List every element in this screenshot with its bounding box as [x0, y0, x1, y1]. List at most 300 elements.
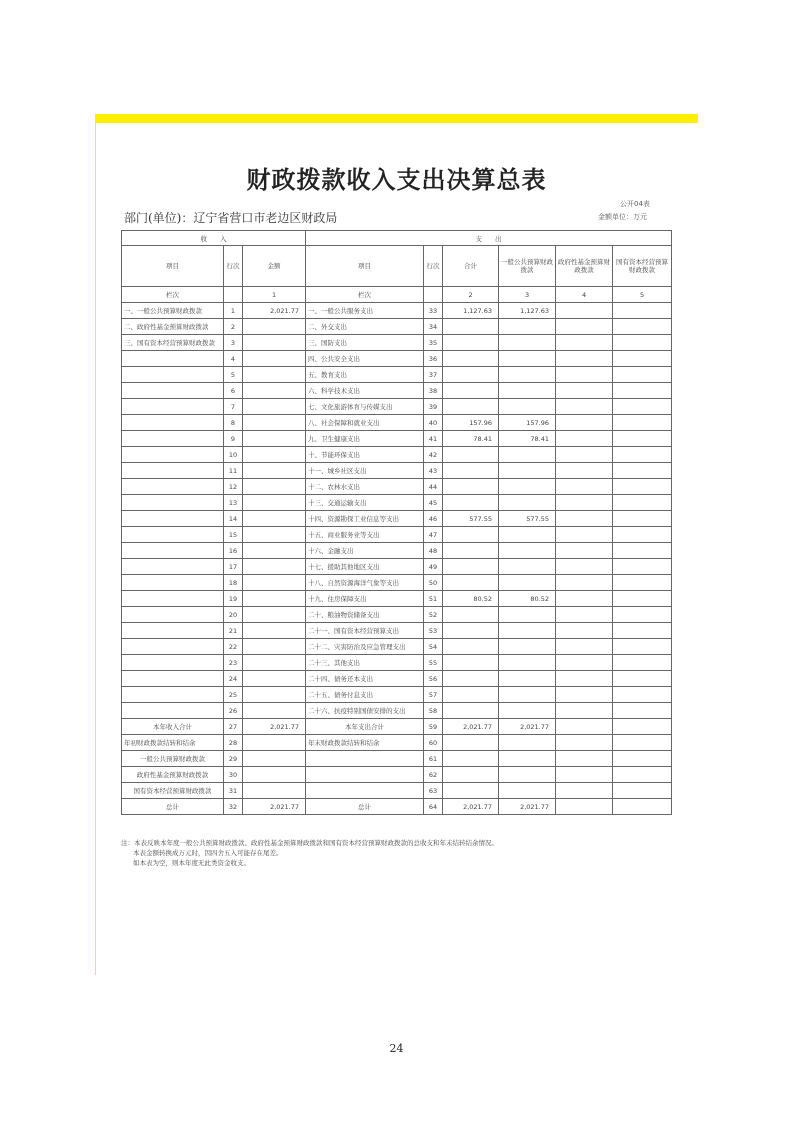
- table-row: [122, 719, 672, 735]
- expense-rowno-cell: 38: [424, 383, 443, 399]
- general-budget-cell: 2,021.77: [499, 799, 556, 815]
- table-row: [122, 575, 672, 591]
- table-row: [122, 367, 672, 383]
- expense-rowno-cell: 62: [424, 767, 443, 783]
- table-row: [122, 431, 672, 447]
- state-capital-cell: [613, 607, 672, 623]
- income-rowno-cell: 21: [224, 623, 243, 639]
- state-capital-cell: [613, 351, 672, 367]
- income-rowno-cell: 19: [224, 591, 243, 607]
- total-cell: [443, 703, 499, 719]
- expense-item-cell: 四、公共安全支出: [306, 351, 424, 367]
- col-label-left: 栏次: [122, 287, 224, 303]
- gov-fund-cell: [556, 767, 613, 783]
- expense-rowno-cell: 50: [424, 575, 443, 591]
- gov-fund-cell: [556, 719, 613, 735]
- income-rowno-cell: 31: [224, 783, 243, 799]
- state-capital-cell: [613, 623, 672, 639]
- state-capital-cell: [613, 511, 672, 527]
- gov-fund-cell: [556, 687, 613, 703]
- budget-table-wrapper: [121, 230, 671, 815]
- expense-item-cell: [306, 767, 424, 783]
- total-cell: [443, 543, 499, 559]
- gov-fund-cell: [556, 751, 613, 767]
- table-row: [122, 447, 672, 463]
- state-capital-cell: [613, 415, 672, 431]
- form-code: 公开04表: [620, 200, 650, 208]
- income-rowno-cell: 18: [224, 575, 243, 591]
- income-rowno-cell: 8: [224, 415, 243, 431]
- income-rowno-cell: 11: [224, 463, 243, 479]
- income-rowno-cell: 22: [224, 639, 243, 655]
- expense-item-cell: 二十五、债务付息支出: [306, 687, 424, 703]
- gov-fund-cell: [556, 463, 613, 479]
- state-capital-cell: [613, 671, 672, 687]
- gov-fund-cell: [556, 367, 613, 383]
- income-item-cell: 总计: [122, 799, 224, 815]
- table-row: [122, 335, 672, 351]
- gov-fund-cell: [556, 543, 613, 559]
- state-capital-cell: [613, 383, 672, 399]
- gov-fund-cell: [556, 383, 613, 399]
- total-cell: 78.41: [443, 431, 499, 447]
- income-amount-cell: [243, 655, 306, 671]
- state-capital-cell: [613, 639, 672, 655]
- amount-unit: 金额单位：万元: [598, 213, 647, 221]
- table-row: [122, 383, 672, 399]
- table-row: [122, 799, 672, 815]
- table-row: [122, 751, 672, 767]
- general-budget-cell: [499, 623, 556, 639]
- total-header: 合计: [443, 246, 499, 287]
- expense-rowno-cell: 60: [424, 735, 443, 751]
- income-item-cell: [122, 655, 224, 671]
- table-row: [122, 783, 672, 799]
- income-amount-cell: [243, 671, 306, 687]
- note-line: 注：本表反映本年度一般公共预算财政拨款、政府性基金预算财政拨款和国有资本经营预算财政拨款的总收支和年末结转结余情况。: [121, 839, 498, 847]
- gov-fund-cell: [556, 335, 613, 351]
- total-cell: [443, 383, 499, 399]
- general-budget-cell: 1,127.63: [499, 303, 556, 319]
- total-cell: [443, 367, 499, 383]
- state-capital-cell: [613, 527, 672, 543]
- total-cell: [443, 463, 499, 479]
- general-budget-cell: [499, 463, 556, 479]
- state-capital-cell: [613, 399, 672, 415]
- income-amount-cell: [243, 623, 306, 639]
- expense-item-cell: 九、卫生健康支出: [306, 431, 424, 447]
- gov-fund-cell: [556, 431, 613, 447]
- state-capital-cell: [613, 655, 672, 671]
- expense-rowno-cell: 42: [424, 447, 443, 463]
- income-header: 收 入: [122, 231, 306, 246]
- income-rowno-cell: 32: [224, 799, 243, 815]
- total-cell: [443, 751, 499, 767]
- income-rowno-cell: 26: [224, 703, 243, 719]
- expense-item-cell: 十一、城乡社区支出: [306, 463, 424, 479]
- state-capital-cell: [613, 735, 672, 751]
- gov-fund-header: 政府性基金预算财政拨款: [556, 246, 613, 287]
- left-yellow-rule: [95, 123, 96, 975]
- gov-fund-cell: [556, 623, 613, 639]
- general-budget-cell: [499, 559, 556, 575]
- general-budget-cell: [499, 447, 556, 463]
- income-amount-cell: [243, 367, 306, 383]
- expense-rowno-cell: 34: [424, 319, 443, 335]
- expense-rowno-cell: 54: [424, 639, 443, 655]
- expense-item-cell: 七、文化旅游体育与传媒支出: [306, 399, 424, 415]
- total-cell: [443, 639, 499, 655]
- income-amount-cell: [243, 431, 306, 447]
- table-row: [122, 607, 672, 623]
- total-cell: [443, 399, 499, 415]
- state-capital-cell: [613, 799, 672, 815]
- general-budget-cell: 157.96: [499, 415, 556, 431]
- gov-fund-cell: [556, 799, 613, 815]
- income-item-cell: 一、一般公共预算财政拨款: [122, 303, 224, 319]
- table-row: [122, 479, 672, 495]
- income-amount-cell: [243, 495, 306, 511]
- general-budget-cell: [499, 367, 556, 383]
- income-item-cell: [122, 415, 224, 431]
- income-amount-cell: [243, 399, 306, 415]
- total-cell: [443, 767, 499, 783]
- income-amount-header: 金额: [243, 246, 306, 287]
- general-budget-header: 一般公共预算财政拨款: [499, 246, 556, 287]
- total-cell: [443, 479, 499, 495]
- income-amount-cell: [243, 591, 306, 607]
- income-item-header: 项目: [122, 246, 224, 287]
- state-capital-header: 国有资本经营预算财政拨款: [613, 246, 672, 287]
- income-amount-cell: [243, 783, 306, 799]
- general-budget-cell: 78.41: [499, 431, 556, 447]
- income-item-cell: [122, 479, 224, 495]
- income-rowno-cell: 4: [224, 351, 243, 367]
- total-cell: [443, 671, 499, 687]
- table-row: [122, 735, 672, 751]
- gov-fund-cell: [556, 671, 613, 687]
- income-item-cell: [122, 543, 224, 559]
- expense-item-cell: 二十四、债务还本支出: [306, 671, 424, 687]
- expense-rowno-cell: 55: [424, 655, 443, 671]
- expense-rowno-cell: 37: [424, 367, 443, 383]
- income-rowno-cell: 9: [224, 431, 243, 447]
- expense-rowno-cell: 47: [424, 527, 443, 543]
- income-rowno-header: 行次: [224, 246, 243, 287]
- total-cell: [443, 447, 499, 463]
- table-row: [122, 655, 672, 671]
- table-column-index-row: [122, 287, 672, 303]
- income-item-cell: 国有资本经营预算财政拨款: [122, 783, 224, 799]
- income-item-cell: [122, 463, 224, 479]
- table-row: [122, 303, 672, 319]
- gov-fund-cell: [556, 351, 613, 367]
- total-cell: [443, 351, 499, 367]
- expense-rowno-cell: 35: [424, 335, 443, 351]
- expense-item-cell: 六、科学技术支出: [306, 383, 424, 399]
- income-rowno-cell: 6: [224, 383, 243, 399]
- income-rowno-cell: 5: [224, 367, 243, 383]
- income-rowno-cell: 25: [224, 687, 243, 703]
- income-amount-cell: [243, 559, 306, 575]
- expense-rowno-cell: 36: [424, 351, 443, 367]
- department-label: 部门(单位)：辽宁省营口市老边区财政局: [124, 211, 338, 225]
- gov-fund-cell: [556, 479, 613, 495]
- general-budget-cell: [499, 319, 556, 335]
- table-header-row-1: [122, 231, 672, 246]
- general-budget-cell: [499, 655, 556, 671]
- page-title: 财政拨款收入支出决算总表: [246, 165, 547, 194]
- income-amount-cell: [243, 319, 306, 335]
- income-amount-cell: [243, 463, 306, 479]
- table-notes: [121, 838, 681, 868]
- total-cell: 577.55: [443, 511, 499, 527]
- general-budget-cell: [499, 735, 556, 751]
- expense-rowno-cell: 44: [424, 479, 443, 495]
- expense-rowno-cell: 53: [424, 623, 443, 639]
- table-row: [122, 671, 672, 687]
- state-capital-cell: [613, 367, 672, 383]
- income-amount-cell: [243, 479, 306, 495]
- general-budget-cell: [499, 351, 556, 367]
- income-item-cell: [122, 623, 224, 639]
- expense-rowno-cell: 58: [424, 703, 443, 719]
- expense-item-cell: 二十六、抗疫特别国债安排的支出: [306, 703, 424, 719]
- table-row: [122, 767, 672, 783]
- income-amount-cell: 2,021.77: [243, 719, 306, 735]
- gov-fund-cell: [556, 783, 613, 799]
- expense-header: 支 出: [306, 231, 672, 246]
- expense-item-cell: 十八、自然资源海洋气象等支出: [306, 575, 424, 591]
- income-rowno-cell: 1: [224, 303, 243, 319]
- expense-rowno-cell: 51: [424, 591, 443, 607]
- income-amount-cell: [243, 543, 306, 559]
- total-cell: 157.96: [443, 415, 499, 431]
- general-budget-cell: [499, 767, 556, 783]
- general-budget-cell: [499, 751, 556, 767]
- state-capital-cell: [613, 335, 672, 351]
- expense-rowno-cell: 33: [424, 303, 443, 319]
- income-amount-cell: [243, 687, 306, 703]
- expense-item-cell: 年末财政拨款结转和结余: [306, 735, 424, 751]
- gov-fund-cell: [556, 639, 613, 655]
- income-amount-cell: [243, 415, 306, 431]
- gov-fund-cell: [556, 415, 613, 431]
- total-cell: [443, 335, 499, 351]
- gov-fund-cell: [556, 447, 613, 463]
- income-rowno-cell: 27: [224, 719, 243, 735]
- income-amount-cell: [243, 767, 306, 783]
- income-item-cell: [122, 511, 224, 527]
- income-item-cell: [122, 559, 224, 575]
- expense-item-cell: 二十二、灾害防治及应急管理支出: [306, 639, 424, 655]
- expense-rowno-cell: 64: [424, 799, 443, 815]
- income-item-cell: [122, 703, 224, 719]
- total-cell: [443, 559, 499, 575]
- state-capital-cell: [613, 767, 672, 783]
- expense-rowno-cell: 46: [424, 511, 443, 527]
- income-rowno-cell: 16: [224, 543, 243, 559]
- income-item-cell: [122, 607, 224, 623]
- income-item-cell: 年初财政拨款结转和结余: [122, 735, 224, 751]
- general-budget-cell: [499, 607, 556, 623]
- income-item-cell: [122, 383, 224, 399]
- total-cell: [443, 495, 499, 511]
- general-budget-cell: [499, 399, 556, 415]
- total-cell: 1,127.63: [443, 303, 499, 319]
- table-row: [122, 703, 672, 719]
- total-cell: [443, 655, 499, 671]
- general-budget-cell: 2,021.77: [499, 719, 556, 735]
- expense-rowno-cell: 63: [424, 783, 443, 799]
- expense-item-cell: 十七、援助其他地区支出: [306, 559, 424, 575]
- expense-rowno-cell: 41: [424, 431, 443, 447]
- gov-fund-cell: [556, 655, 613, 671]
- col-index-4: 4: [556, 287, 613, 303]
- state-capital-cell: [613, 543, 672, 559]
- income-rowno-cell: 28: [224, 735, 243, 751]
- income-rowno-cell: 14: [224, 511, 243, 527]
- general-budget-cell: [499, 335, 556, 351]
- total-cell: [443, 623, 499, 639]
- general-budget-cell: [499, 783, 556, 799]
- expense-item-cell: 二、外交支出: [306, 319, 424, 335]
- expense-rowno-cell: 52: [424, 607, 443, 623]
- col-index-5: 5: [613, 287, 672, 303]
- income-amount-cell: [243, 751, 306, 767]
- state-capital-cell: [613, 479, 672, 495]
- total-cell: [443, 783, 499, 799]
- general-budget-cell: [499, 703, 556, 719]
- gov-fund-cell: [556, 511, 613, 527]
- income-item-cell: 政府性基金预算财政拨款: [122, 767, 224, 783]
- income-amount-cell: [243, 447, 306, 463]
- income-rowno-cell: 20: [224, 607, 243, 623]
- income-item-cell: [122, 591, 224, 607]
- income-item-cell: 一般公共预算财政拨款: [122, 751, 224, 767]
- expense-rowno-cell: 48: [424, 543, 443, 559]
- income-item-cell: [122, 351, 224, 367]
- state-capital-cell: [613, 783, 672, 799]
- state-capital-cell: [613, 703, 672, 719]
- gov-fund-cell: [556, 591, 613, 607]
- income-item-cell: 三、国有资本经营预算财政拨款: [122, 335, 224, 351]
- table-row: [122, 591, 672, 607]
- gov-fund-cell: [556, 607, 613, 623]
- income-amount-cell: [243, 511, 306, 527]
- expense-rowno-cell: 45: [424, 495, 443, 511]
- table-row: [122, 639, 672, 655]
- expense-rowno-cell: 56: [424, 671, 443, 687]
- income-rowno-cell: 29: [224, 751, 243, 767]
- state-capital-cell: [613, 591, 672, 607]
- col-index-3: 3: [499, 287, 556, 303]
- table-row: [122, 415, 672, 431]
- total-cell: [443, 575, 499, 591]
- table-row: [122, 351, 672, 367]
- note-line: 如本表为空，则本年度无此类资金收支。: [133, 859, 250, 867]
- table-header-row-2: [122, 246, 672, 287]
- income-item-cell: [122, 639, 224, 655]
- income-amount-cell: [243, 351, 306, 367]
- note-line: 本表金额转换成万元时，因四舍五入可能存在尾差。: [133, 849, 283, 857]
- total-cell: [443, 527, 499, 543]
- income-item-cell: 本年收入合计: [122, 719, 224, 735]
- general-budget-cell: 80.52: [499, 591, 556, 607]
- page-number: 24: [389, 1042, 404, 1055]
- income-rowno-cell: 30: [224, 767, 243, 783]
- income-rowno-cell: 24: [224, 671, 243, 687]
- income-item-cell: [122, 367, 224, 383]
- income-amount-cell: [243, 735, 306, 751]
- income-amount-cell: [243, 383, 306, 399]
- expense-item-cell: [306, 751, 424, 767]
- expense-item-header: 项目: [306, 246, 424, 287]
- income-rowno-cell: 23: [224, 655, 243, 671]
- gov-fund-cell: [556, 319, 613, 335]
- gov-fund-cell: [556, 399, 613, 415]
- general-budget-cell: [499, 639, 556, 655]
- total-cell: [443, 319, 499, 335]
- table-row: [122, 527, 672, 543]
- table-row: [122, 687, 672, 703]
- total-cell: 80.52: [443, 591, 499, 607]
- income-item-cell: [122, 431, 224, 447]
- income-item-cell: [122, 447, 224, 463]
- table-row: [122, 463, 672, 479]
- income-amount-cell: [243, 335, 306, 351]
- income-rowno-cell: 2: [224, 319, 243, 335]
- income-item-cell: [122, 671, 224, 687]
- gov-fund-cell: [556, 559, 613, 575]
- state-capital-cell: [613, 447, 672, 463]
- expense-item-cell: 三、国防支出: [306, 335, 424, 351]
- general-budget-cell: [499, 479, 556, 495]
- total-cell: 2,021.77: [443, 719, 499, 735]
- general-budget-cell: [499, 575, 556, 591]
- gov-fund-cell: [556, 703, 613, 719]
- general-budget-cell: [499, 543, 556, 559]
- top-yellow-band: [95, 114, 698, 123]
- income-rowno-cell: 13: [224, 495, 243, 511]
- gov-fund-cell: [556, 527, 613, 543]
- col-label-right: 栏次: [306, 287, 424, 303]
- expense-rowno-cell: 39: [424, 399, 443, 415]
- income-amount-cell: [243, 703, 306, 719]
- state-capital-cell: [613, 431, 672, 447]
- table-row: [122, 319, 672, 335]
- expense-item-cell: 八、社会保障和就业支出: [306, 415, 424, 431]
- income-amount-cell: [243, 639, 306, 655]
- income-rowno-cell: 15: [224, 527, 243, 543]
- general-budget-cell: [499, 495, 556, 511]
- general-budget-cell: [499, 687, 556, 703]
- state-capital-cell: [613, 463, 672, 479]
- expense-item-cell: 一、一般公共服务支出: [306, 303, 424, 319]
- expense-rowno-cell: 57: [424, 687, 443, 703]
- table-row: [122, 559, 672, 575]
- gov-fund-cell: [556, 303, 613, 319]
- expense-item-cell: [306, 783, 424, 799]
- gov-fund-cell: [556, 575, 613, 591]
- expense-item-cell: 二十、粮油物资储备支出: [306, 607, 424, 623]
- expense-item-cell: 二十一、国有资本经营预算支出: [306, 623, 424, 639]
- expense-item-cell: 十二、农林水支出: [306, 479, 424, 495]
- expense-rowno-cell: 61: [424, 751, 443, 767]
- state-capital-cell: [613, 319, 672, 335]
- income-item-cell: 二、政府性基金预算财政拨款: [122, 319, 224, 335]
- state-capital-cell: [613, 559, 672, 575]
